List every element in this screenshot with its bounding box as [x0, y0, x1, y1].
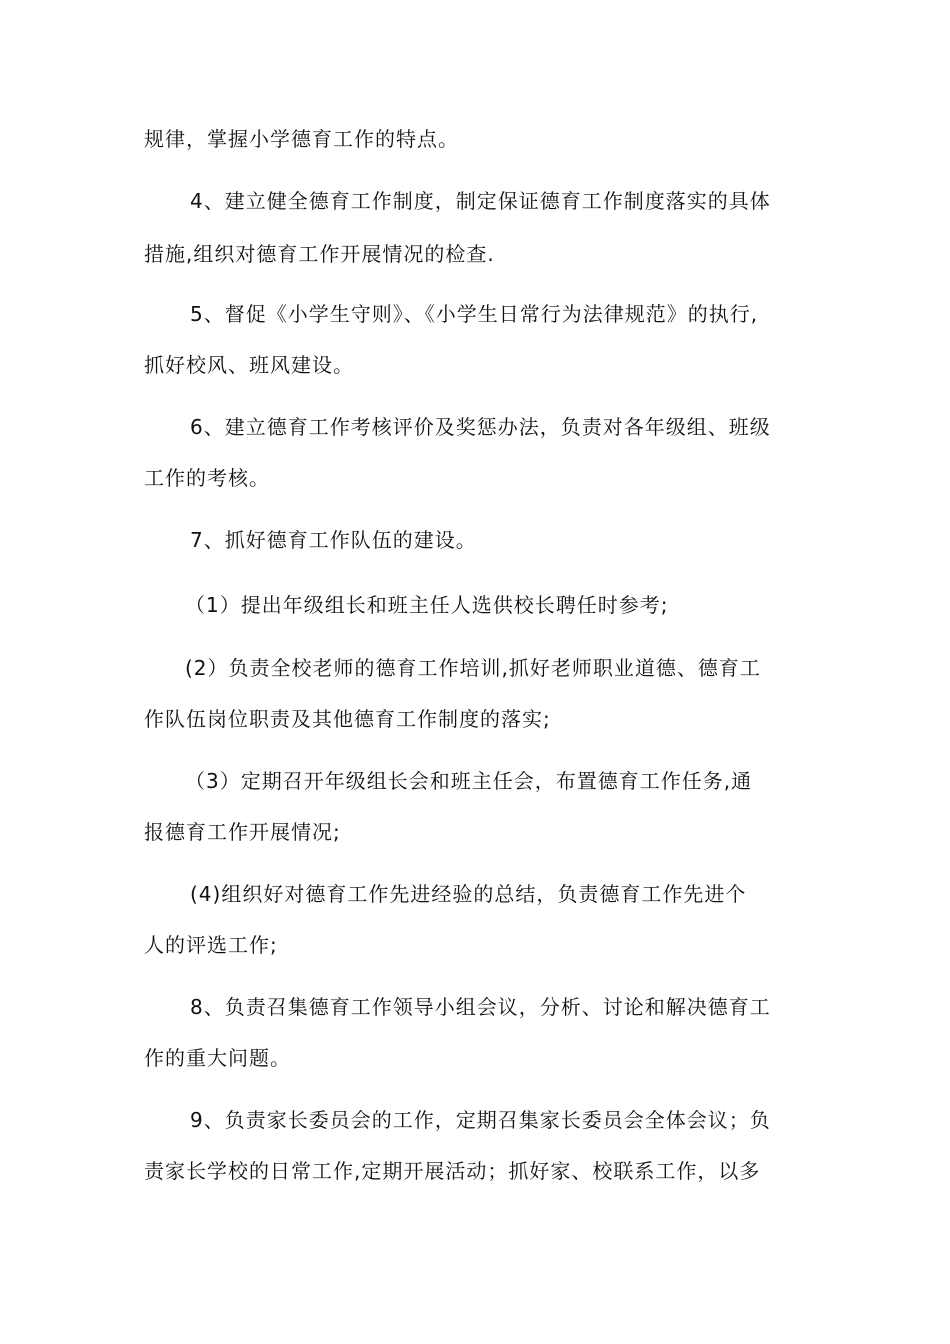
paragraph-line: (4)组织好对德育工作先进经验的总结，负责德育工作先进个 [190, 882, 747, 906]
paragraph-line: 人的评选工作; [144, 933, 278, 957]
paragraph-line: 措施,组织对德育工作开展情况的检查. [144, 242, 495, 266]
paragraph-line: 责家长学校的日常工作,定期开展活动；抓好家、校联系工作，以多 [144, 1159, 761, 1183]
paragraph-line: 抓好校风、班风建设。 [144, 353, 354, 377]
paragraph-line: （3）定期召开年级组长会和班主任会，布置德育工作任务,通 [185, 769, 753, 793]
paragraph-line: 报德育工作开展情况; [144, 820, 341, 844]
paragraph-line: 作队伍岗位职责及其他德育工作制度的落实; [144, 707, 551, 731]
paragraph-line: 5、督促《小学生守则》、《小学生日常行为法律规范》的执行, [190, 302, 759, 326]
paragraph-line: 7、抓好德育工作队伍的建设。 [190, 528, 477, 552]
paragraph-line: （1）提出年级组长和班主任人选供校长聘任时参考; [185, 593, 669, 617]
paragraph-line: 工作的考核。 [144, 466, 270, 490]
paragraph-line: 8、负责召集德育工作领导小组会议，分析、讨论和解决德育工 [190, 995, 771, 1019]
paragraph-line: 6、建立德育工作考核评价及奖惩办法，负责对各年级组、班级 [190, 415, 771, 439]
paragraph-line: 9、负责家长委员会的工作，定期召集家长委员会全体会议；负 [190, 1108, 771, 1132]
paragraph-line: 4、建立健全德育工作制度，制定保证德育工作制度落实的具体 [190, 189, 771, 213]
paragraph-line: 规律，掌握小学德育工作的特点。 [144, 127, 459, 151]
paragraph-line: (2）负责全校老师的德育工作培训,抓好老师职业道德、德育工 [185, 656, 761, 680]
paragraph-line: 作的重大问题。 [144, 1046, 291, 1070]
